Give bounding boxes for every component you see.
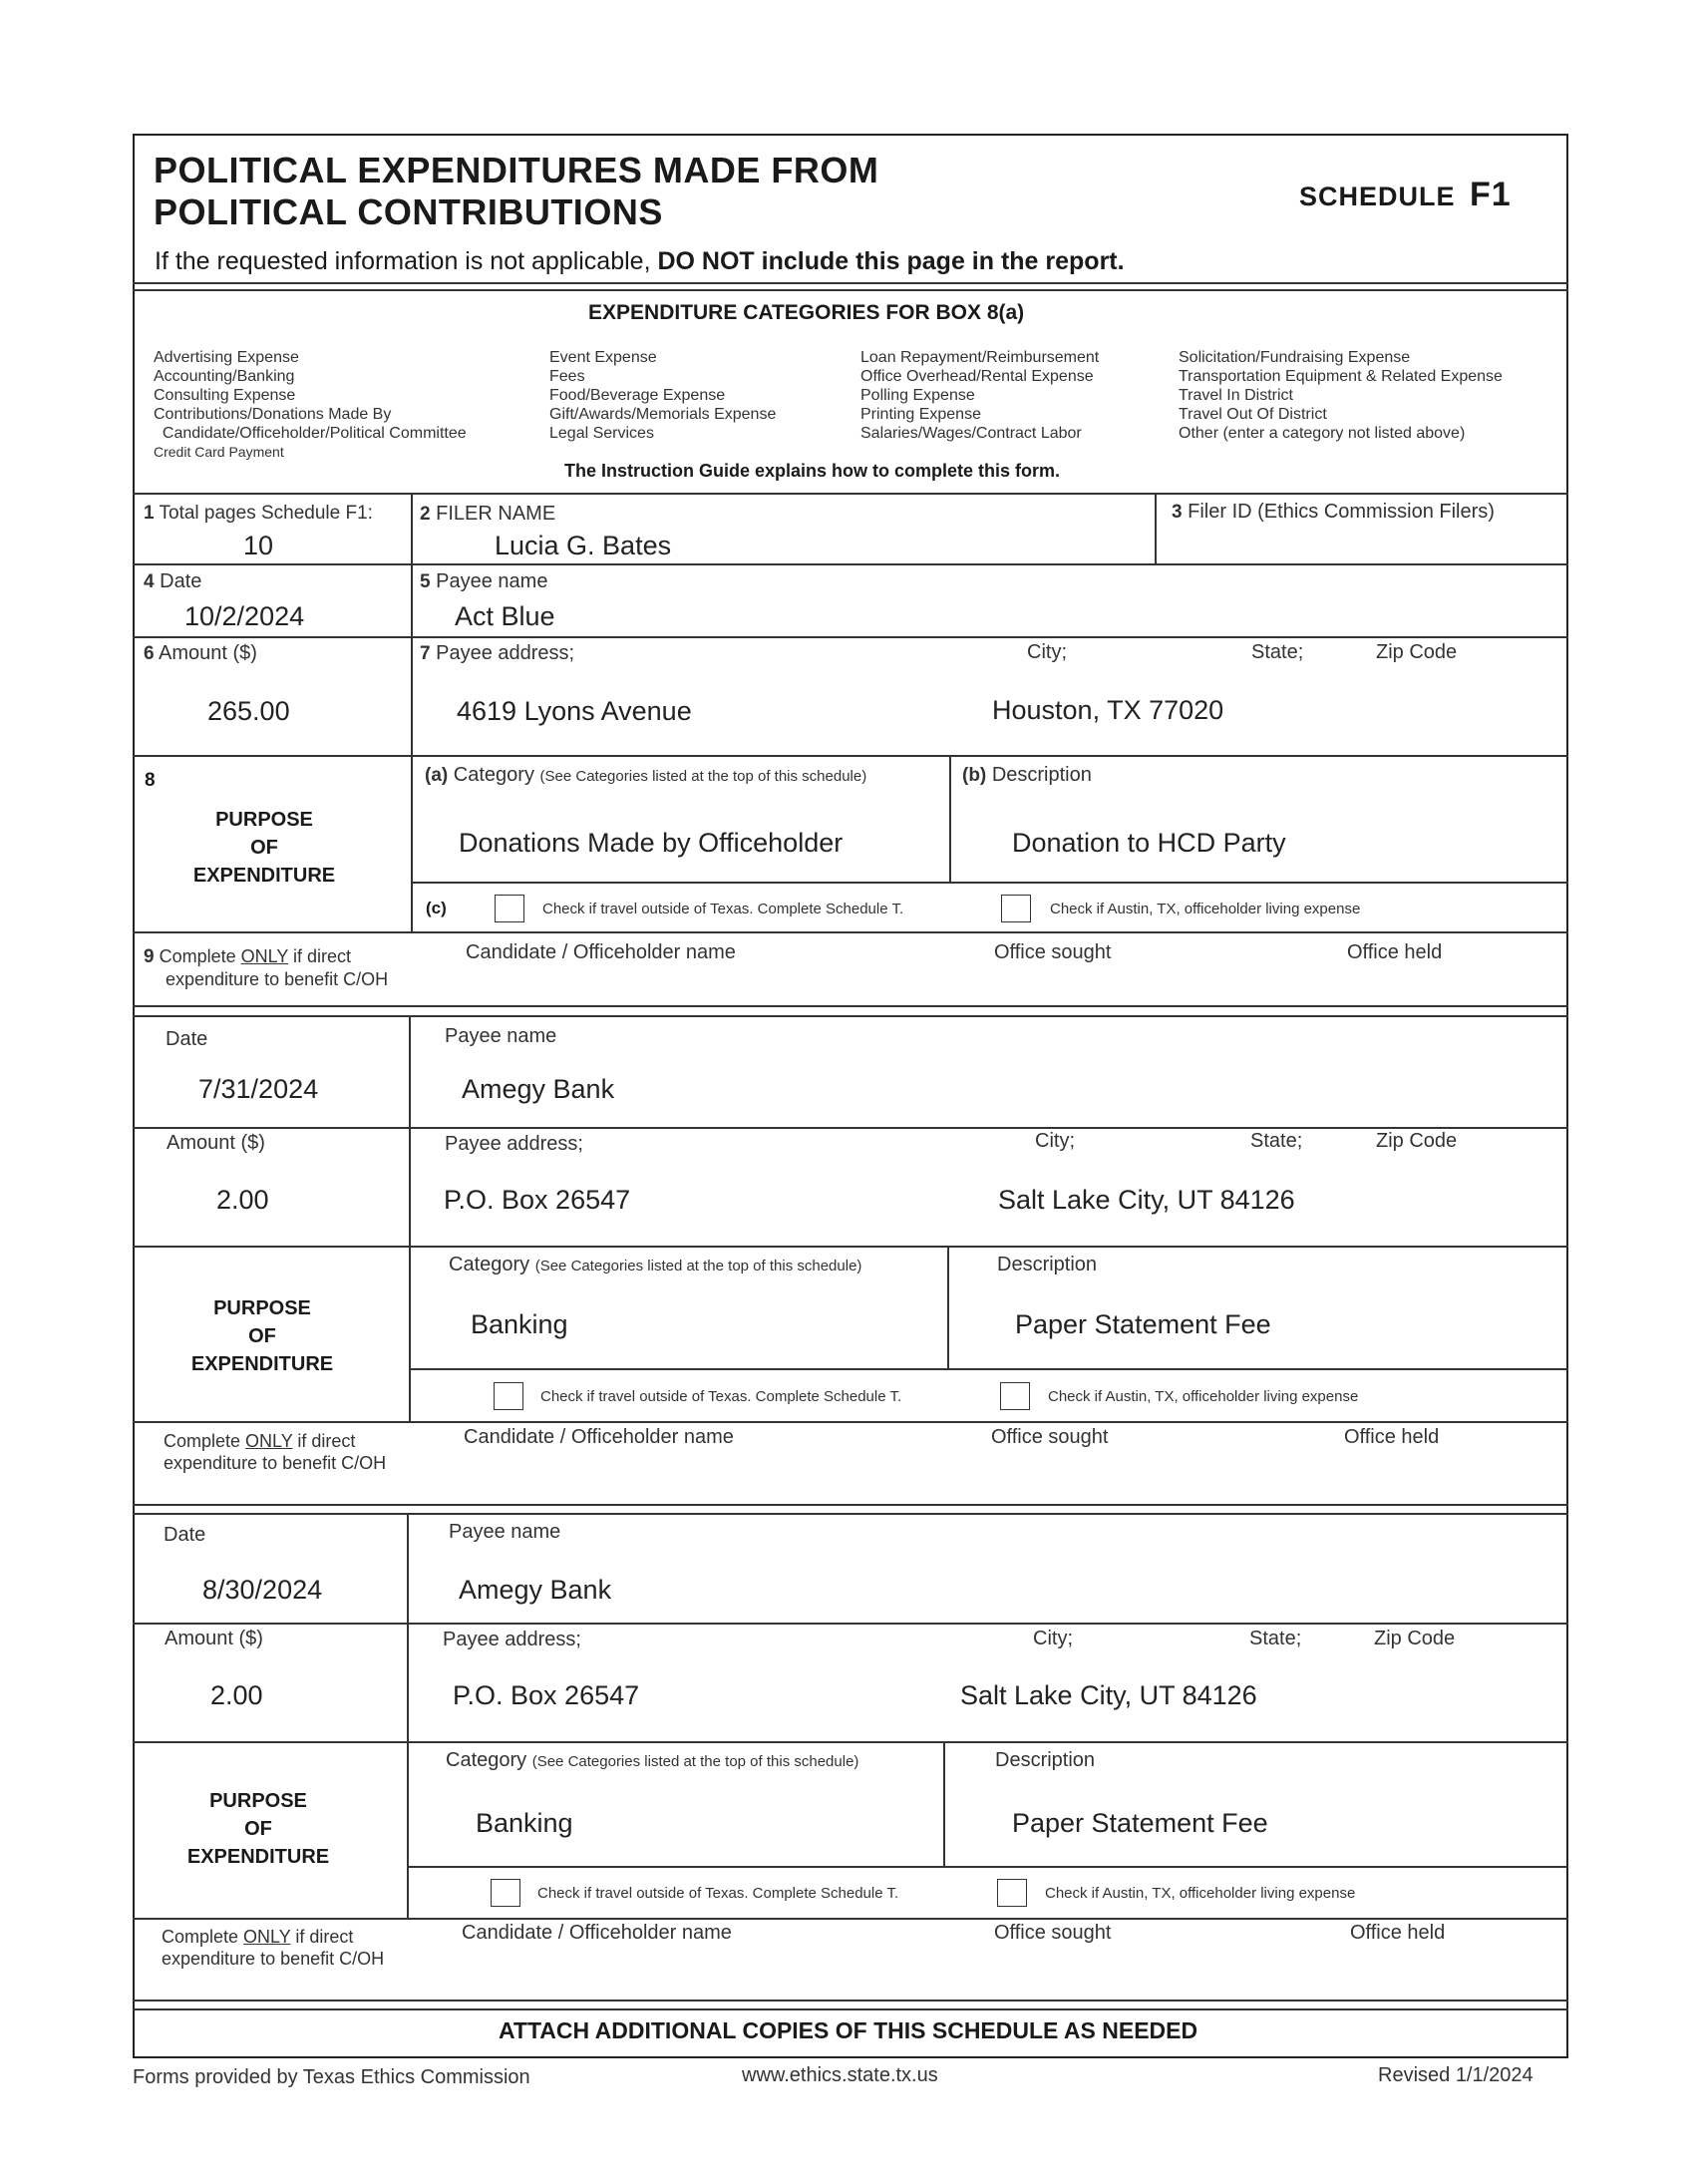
- state-label: State;: [1251, 641, 1304, 663]
- schedule-label: [1299, 176, 1512, 214]
- category-item: Accounting/Banking: [154, 368, 295, 385]
- city-label: City;: [1033, 1628, 1073, 1649]
- payee-address-value[interactable]: P.O. Box 26547: [453, 1680, 640, 1710]
- payee-address-label: Payee address;: [443, 1629, 581, 1650]
- category-value[interactable]: Donations Made by Officeholder: [459, 828, 844, 858]
- categories-title: EXPENDITURE CATEGORIES FOR BOX 8(a): [588, 301, 1025, 324]
- section-8-number: 8: [145, 770, 156, 791]
- category-label: Category (See Categories listed at the top of this schedule): [449, 1254, 862, 1275]
- form-title-line2: POLITICAL CONTRIBUTIONS: [154, 191, 663, 232]
- category-item: Event Expense: [549, 349, 657, 366]
- notice-prefix: If the requested information is not applicable,: [155, 247, 651, 275]
- austin-living-expense-checkbox[interactable]: [1000, 1382, 1030, 1410]
- date-label: Date: [164, 1524, 206, 1546]
- complete-only-label: 9 Complete ONLY if direct expenditure to benefit C/OH: [144, 946, 389, 989]
- date-value[interactable]: 7/31/2024: [198, 1074, 319, 1104]
- category-item: Other (enter a category not listed above): [1179, 425, 1466, 442]
- travel-outside-texas-label: Check if travel outside of Texas. Complete Schedule T.: [537, 1885, 899, 1902]
- complete-only-label: Complete ONLY if direct expenditure to benefit C/OH: [164, 1431, 387, 1473]
- austin-living-expense-label: Check if Austin, TX, officeholder living expense: [1050, 901, 1361, 917]
- form-title-line1: POLITICAL EXPENDITURES MADE FROM: [154, 150, 879, 190]
- description-label: Description: [995, 1749, 1096, 1771]
- candidate-name-label: Candidate / Officeholder name: [464, 1426, 734, 1448]
- office-sought-label: Office sought: [994, 941, 1112, 963]
- total-pages-value[interactable]: 10: [243, 531, 274, 560]
- category-item: Salaries/Wages/Contract Labor: [860, 425, 1082, 442]
- office-held-label: Office held: [1344, 1426, 1440, 1448]
- office-held-label: Office held: [1350, 1922, 1446, 1944]
- amount-value[interactable]: 2.00: [210, 1680, 263, 1710]
- categories-col3: [860, 348, 1099, 443]
- category-item: Gift/Awards/Memorials Expense: [549, 406, 777, 423]
- travel-outside-texas-checkbox[interactable]: [495, 895, 524, 922]
- office-sought-label: Office sought: [991, 1426, 1109, 1448]
- filer-id-label: 3 Filer ID (Ethics Commission Filers): [1172, 501, 1495, 523]
- description-label: Description: [997, 1254, 1098, 1275]
- category-item: Candidate/Officeholder/Political Committee: [154, 425, 467, 442]
- categories-col2: [549, 348, 776, 443]
- amount-label: Amount ($): [167, 1132, 265, 1154]
- category-item: Loan Repayment/Reimbursement: [860, 349, 1100, 366]
- date-label: 4 Date: [144, 570, 202, 592]
- footer-provider: Forms provided by Texas Ethics Commission: [133, 2066, 530, 2088]
- payee-name-value[interactable]: Amegy Bank: [462, 1074, 615, 1104]
- category-item: Credit Card Payment: [154, 444, 284, 460]
- state-label: State;: [1250, 1130, 1303, 1152]
- category-item: Printing Expense: [860, 406, 981, 423]
- travel-outside-texas-label: Check if travel outside of Texas. Complete Schedule T.: [542, 901, 904, 917]
- category-value[interactable]: Banking: [476, 1808, 573, 1838]
- category-item: Transportation Equipment & Related Expense: [1179, 368, 1503, 385]
- purpose-of-expenditure-label: PURPOSE OF EXPENDITURE: [186, 1790, 330, 1868]
- amount-value[interactable]: 265.00: [207, 696, 290, 726]
- austin-living-expense-checkbox[interactable]: [997, 1879, 1027, 1907]
- travel-outside-texas-checkbox[interactable]: [491, 1879, 520, 1907]
- filer-name-label: 2 FILER NAME: [420, 503, 556, 525]
- category-item: Travel In District: [1179, 387, 1293, 404]
- footer-revised: Revised 1/1/2024: [1378, 2064, 1533, 2086]
- amount-value[interactable]: 2.00: [216, 1185, 269, 1215]
- city-label: City;: [1027, 641, 1067, 663]
- travel-outside-texas-label: Check if travel outside of Texas. Complete Schedule T.: [540, 1388, 902, 1405]
- category-item: Office Overhead/Rental Expense: [860, 368, 1094, 385]
- purpose-of-expenditure-label: PURPOSE OF EXPENDITURE: [190, 1297, 334, 1375]
- austin-living-expense-label: Check if Austin, TX, officeholder living expense: [1045, 1885, 1356, 1902]
- date-value[interactable]: 8/30/2024: [202, 1575, 323, 1605]
- category-label: (a) Category (See Categories listed at the top of this schedule): [425, 764, 867, 786]
- payee-name-label: 5 Payee name: [420, 570, 548, 592]
- schedule-code: F1: [1470, 176, 1512, 213]
- zip-label: Zip Code: [1374, 1628, 1456, 1649]
- categories-col1: [154, 348, 467, 462]
- description-value[interactable]: Paper Statement Fee: [1012, 1808, 1268, 1838]
- date-label: Date: [166, 1028, 208, 1050]
- city-state-zip-value[interactable]: Salt Lake City, UT 84126: [998, 1185, 1295, 1215]
- payee-name-value[interactable]: Act Blue: [455, 601, 555, 631]
- payee-name-value[interactable]: Amegy Bank: [459, 1575, 612, 1605]
- zip-label: Zip Code: [1376, 641, 1458, 663]
- category-item: Contributions/Donations Made By: [154, 406, 392, 423]
- travel-outside-texas-checkbox[interactable]: [494, 1382, 523, 1410]
- category-value[interactable]: Banking: [471, 1309, 568, 1339]
- city-label: City;: [1035, 1130, 1075, 1152]
- candidate-name-label: Candidate / Officeholder name: [466, 941, 736, 963]
- city-state-zip-value[interactable]: Houston, TX 77020: [992, 695, 1224, 725]
- office-held-label: Office held: [1347, 941, 1443, 963]
- complete-only-label: Complete ONLY if direct expenditure to benefit C/OH: [162, 1927, 385, 1969]
- candidate-name-label: Candidate / Officeholder name: [462, 1922, 732, 1944]
- categories-col4: [1179, 348, 1503, 443]
- payee-address-value[interactable]: P.O. Box 26547: [444, 1185, 631, 1215]
- attach-additional-copies-note: ATTACH ADDITIONAL COPIES OF THIS SCHEDULE AS NEEDED: [499, 2017, 1198, 2043]
- city-state-zip-value[interactable]: Salt Lake City, UT 84126: [960, 1680, 1257, 1710]
- amount-label: 6 Amount ($): [144, 642, 257, 664]
- category-item: Travel Out Of District: [1179, 406, 1327, 423]
- category-item: Solicitation/Fundraising Expense: [1179, 349, 1411, 366]
- category-label: Category (See Categories listed at the top of this schedule): [446, 1749, 859, 1771]
- state-label: State;: [1249, 1628, 1302, 1649]
- not-applicable-notice: [155, 247, 1125, 276]
- category-item: Legal Services: [549, 425, 654, 442]
- category-item: Fees: [549, 368, 585, 385]
- category-item: Consulting Expense: [154, 387, 296, 404]
- notice-bold: DO NOT include this page in the report.: [657, 247, 1125, 275]
- category-item: Polling Expense: [860, 387, 975, 404]
- purpose-of-expenditure-label: PURPOSE OF EXPENDITURE: [192, 809, 336, 887]
- section-c-label: (c): [426, 899, 447, 917]
- footer-website[interactable]: www.ethics.state.tx.us: [742, 2064, 938, 2086]
- description-value[interactable]: Donation to HCD Party: [1012, 828, 1286, 858]
- austin-living-expense-checkbox[interactable]: [1001, 895, 1031, 922]
- category-item: Food/Beverage Expense: [549, 387, 726, 404]
- schedule-word: SCHEDULE: [1299, 182, 1456, 211]
- description-value[interactable]: Paper Statement Fee: [1015, 1309, 1271, 1339]
- zip-label: Zip Code: [1376, 1130, 1458, 1152]
- amount-label: Amount ($): [165, 1628, 263, 1649]
- payee-name-label: Payee name: [449, 1521, 561, 1543]
- date-value[interactable]: 10/2/2024: [184, 601, 305, 631]
- description-label: (b) Description: [962, 764, 1092, 786]
- filer-name-value[interactable]: Lucia G. Bates: [495, 531, 672, 560]
- payee-address-label: 7 Payee address;: [420, 642, 575, 664]
- office-sought-label: Office sought: [994, 1922, 1112, 1944]
- instruction-guide-note: The Instruction Guide explains how to complete this form.: [564, 461, 1061, 481]
- austin-living-expense-label: Check if Austin, TX, officeholder living expense: [1048, 1388, 1359, 1405]
- category-item: Advertising Expense: [154, 349, 299, 366]
- payee-address-label: Payee address;: [445, 1133, 583, 1155]
- total-pages-label: 1 Total pages Schedule F1:: [144, 503, 373, 524]
- payee-name-label: Payee name: [445, 1025, 557, 1047]
- payee-address-value[interactable]: 4619 Lyons Avenue: [457, 696, 692, 726]
